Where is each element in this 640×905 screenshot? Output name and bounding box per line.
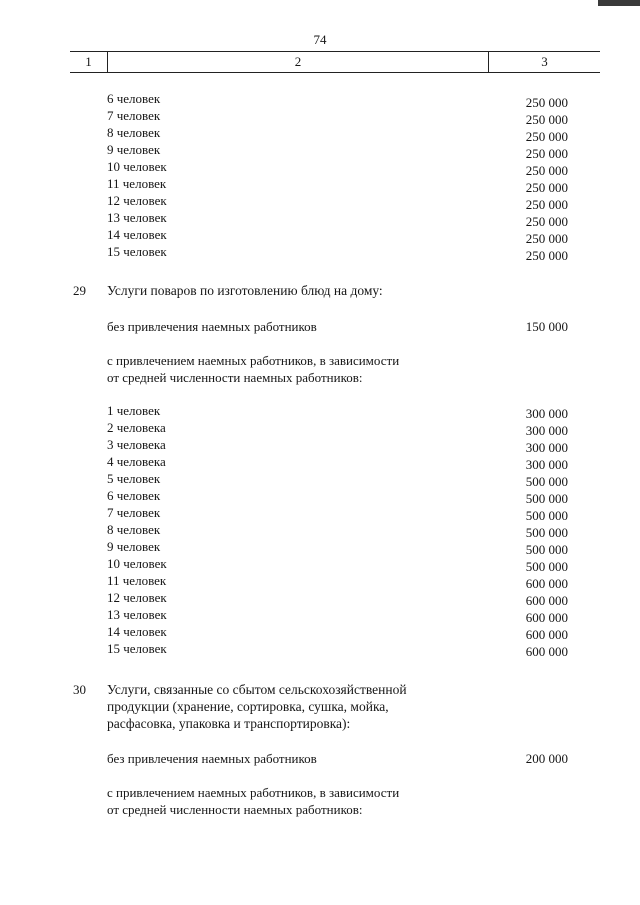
item-title-line-2: продукции (хранение, сортировка, сушка, мойка,: [107, 699, 389, 714]
table-row-label: 14 человек: [107, 227, 167, 242]
table-row-label: 9 человек: [107, 142, 161, 157]
table-row-value: 300 000: [525, 440, 568, 455]
table-row-value: 300 000: [525, 423, 568, 438]
table-row-value: 250 000: [525, 180, 568, 195]
no-workers-value: 200 000: [525, 751, 568, 766]
table-row-label: 11 человек: [107, 176, 167, 191]
table-row-label: 10 человек: [107, 159, 167, 174]
item-title-line-3: расфасовка, упаковка и транспортировка):: [107, 716, 351, 731]
item-number: 29: [73, 283, 86, 298]
table-row-label: 1 человек: [107, 403, 161, 418]
table-row-value: 500 000: [525, 491, 568, 506]
table-row-label: 9 человек: [107, 539, 161, 554]
table-row-label: 5 человек: [107, 471, 161, 486]
table-header: [70, 51, 600, 73]
with-workers-line-2: от средней численности наемных работников:: [107, 802, 363, 817]
table-row-label: 7 человек: [107, 108, 161, 123]
table-row-value: 250 000: [525, 163, 568, 178]
item-title: Услуги поваров по изготовлению блюд на дому:: [107, 283, 383, 298]
table-row-value: 250 000: [525, 95, 568, 110]
with-workers-line-1: с привлечением наемных работников, в зависимости: [107, 353, 400, 368]
table-row-label: 3 человека: [107, 437, 166, 452]
table-row-value: 250 000: [525, 146, 568, 161]
table-row-value: 300 000: [525, 457, 568, 472]
table-row-value: 500 000: [525, 559, 568, 574]
table-row-value: 500 000: [525, 474, 568, 489]
table-row-label: 8 человек: [107, 522, 161, 537]
header-col-2: 2: [108, 52, 489, 72]
table-row-label: 12 человек: [107, 193, 167, 208]
table-row-label: 14 человек: [107, 624, 167, 639]
table-row-label: 10 человек: [107, 556, 167, 571]
table-row-label: 13 человек: [107, 607, 167, 622]
table-row-value: 600 000: [525, 576, 568, 591]
header-col-3: 3: [541, 54, 548, 69]
table-row-label: 11 человек: [107, 573, 167, 588]
table-row-value: 600 000: [525, 627, 568, 642]
table-row-value: 250 000: [525, 248, 568, 263]
table-row-value: 250 000: [525, 231, 568, 246]
no-workers-value: 150 000: [525, 319, 568, 334]
table-row-label: 8 человек: [107, 125, 161, 140]
table-row-value: 600 000: [525, 610, 568, 625]
table-row-value: 300 000: [525, 406, 568, 421]
item-number: 30: [73, 682, 86, 697]
table-row-value: 600 000: [525, 593, 568, 608]
scan-corner-mark: [598, 0, 640, 6]
table-row-value: 500 000: [525, 525, 568, 540]
table-row-label: 15 человек: [107, 641, 167, 656]
table-row-label: 6 человек: [107, 91, 161, 106]
with-workers-line-1: с привлечением наемных работников, в зависимости: [107, 785, 400, 800]
table-row-value: 600 000: [525, 644, 568, 659]
table-row-label: 15 человек: [107, 244, 167, 259]
table-row-value: 250 000: [525, 129, 568, 144]
table-row-value: 500 000: [525, 508, 568, 523]
table-row-value: 500 000: [525, 542, 568, 557]
no-workers-label: без привлечения наемных работников: [107, 319, 317, 334]
table-row-label: 13 человек: [107, 210, 167, 225]
table-row-label: 6 человек: [107, 488, 161, 503]
table-row-label: 4 человека: [107, 454, 166, 469]
item-title-line-1: Услуги, связанные со сбытом сельскохозяйственной: [107, 682, 407, 697]
page-number: 74: [313, 32, 327, 47]
with-workers-line-2: от средней численности наемных работников:: [107, 370, 363, 385]
table-row-value: 250 000: [525, 214, 568, 229]
table-row-value: 250 000: [525, 112, 568, 127]
table-row-label: 12 человек: [107, 590, 167, 605]
table-row-label: 7 человек: [107, 505, 161, 520]
no-workers-label: без привлечения наемных работников: [107, 751, 317, 766]
header-col-1: 1: [70, 52, 108, 72]
table-row-label: 2 человека: [107, 420, 166, 435]
table-row-value: 250 000: [525, 197, 568, 212]
